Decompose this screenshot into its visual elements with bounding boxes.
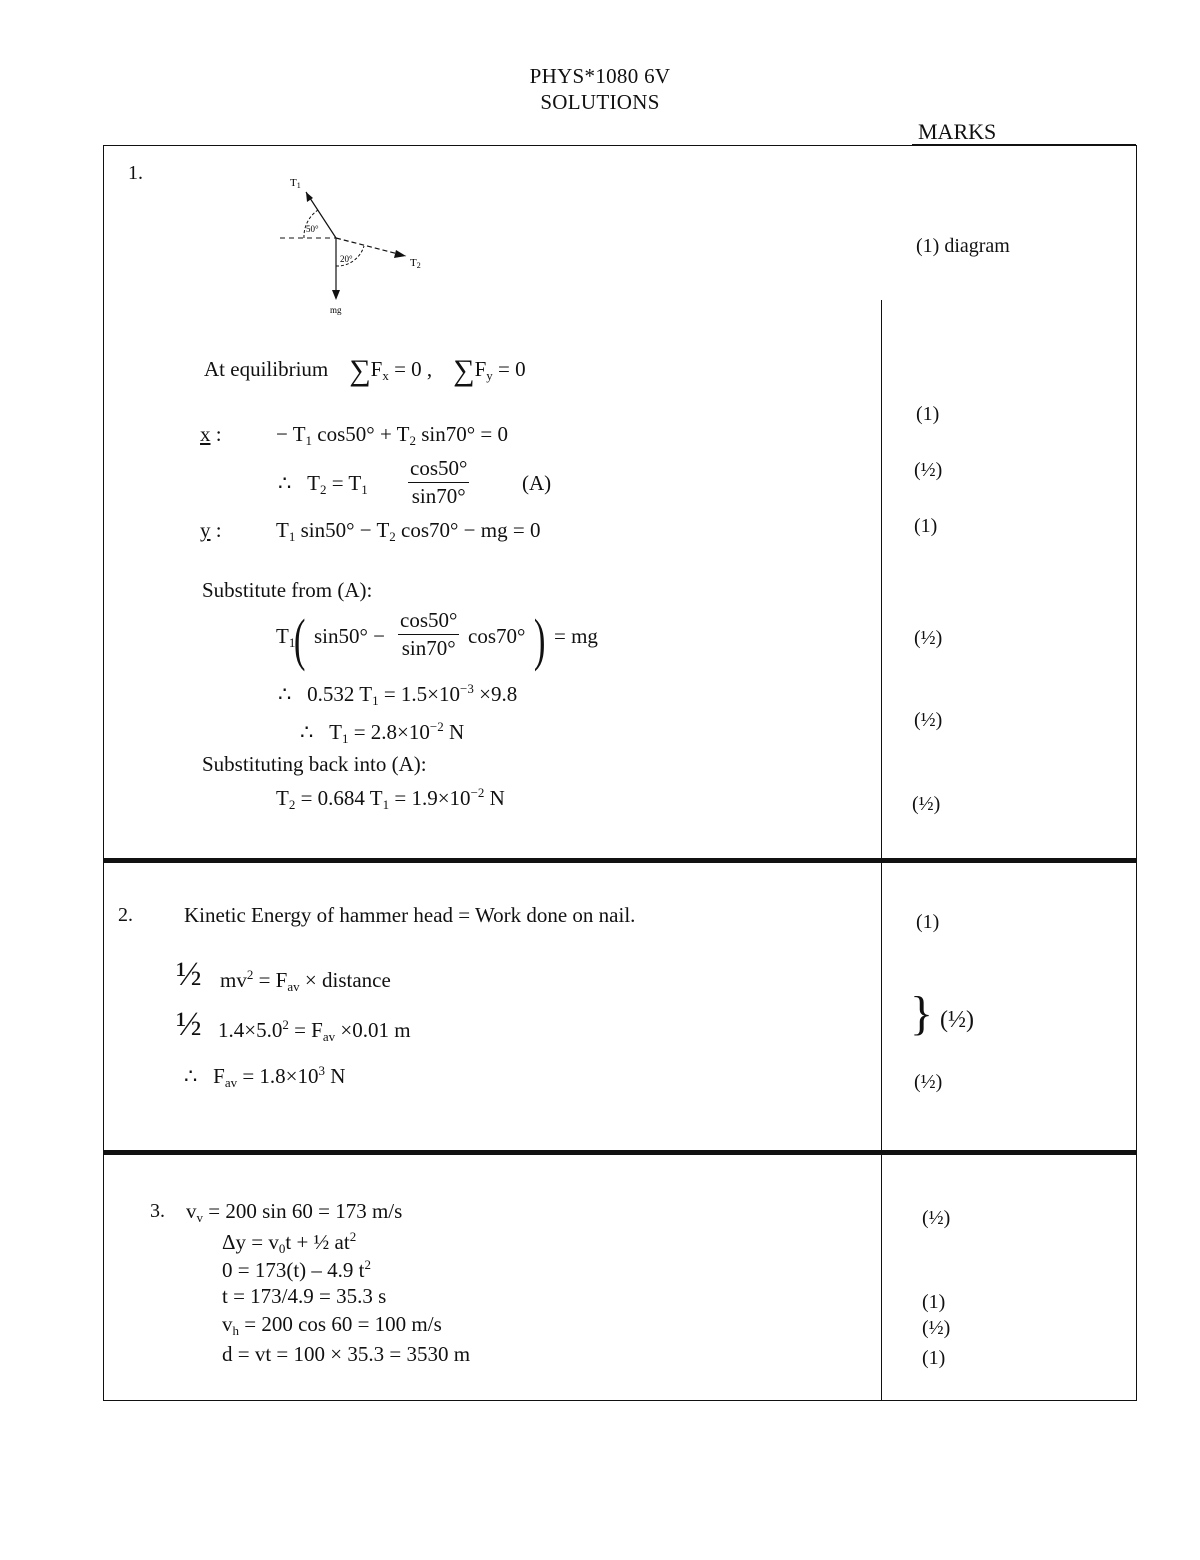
substitute-label: Substitute from (A): bbox=[202, 578, 373, 602]
marks-column-divider bbox=[881, 300, 882, 1400]
calc-line-2: ∴ $T_1 = 2.8\times 10^{-2}$ N bbox=[300, 719, 465, 746]
substituted-sin-term: sin50° − bbox=[314, 624, 385, 648]
mark-q2-line3: (½) bbox=[914, 1071, 943, 1093]
q3-line-1: $v_v = 200$ sin 60 = 173 m/s bbox=[186, 1199, 403, 1225]
y-component-label: y : bbox=[200, 518, 222, 542]
mark-q3-l1: (½) bbox=[922, 1207, 951, 1229]
left-paren: ( bbox=[293, 607, 306, 672]
substituted-rhs: = mg bbox=[554, 624, 598, 648]
table-bottom-border bbox=[103, 1400, 1137, 1401]
q3-line-5: $v_h = 200$ cos 60 = 100 m/s bbox=[222, 1312, 442, 1338]
q2-statement: Kinetic Energy of hammer head = Work done on nail. bbox=[184, 903, 636, 927]
mark-q1-x: (1) bbox=[916, 403, 940, 425]
q3-line-6: d = vt = 100 × 35.3 = 3530 m bbox=[222, 1342, 471, 1366]
t2-expression: ∴ $T_2 = T_1$ bbox=[278, 471, 368, 497]
half-fraction: ½ bbox=[176, 1006, 202, 1043]
question-1-number: 1. bbox=[128, 162, 143, 184]
marks-column-header: MARKS bbox=[918, 119, 997, 144]
question-3-number: 3. bbox=[150, 1200, 165, 1222]
equilibrium-condition: At equilibrium $\sum F_x = 0$ , $\sum F_y = 0$ bbox=[204, 354, 526, 387]
row-separator-2 bbox=[103, 1150, 1137, 1155]
diagram-angle-2: 20° bbox=[340, 254, 353, 264]
calc-line-1: ∴ 0.532 $T_1 = 1.5\times 10^{-3} \times 9.8$ bbox=[278, 681, 518, 708]
substituted-fraction: $\frac{\cos 50^\circ}{\sin 70^\circ}$ bbox=[400, 608, 458, 660]
mark-q2-brace: (½) bbox=[940, 1007, 974, 1033]
q2-line-2: $1.4\times 5.0^2 = F_{av} \times 0.01$ m bbox=[218, 1017, 411, 1044]
course-code: PHYS*1080 6V bbox=[529, 64, 671, 88]
right-paren: ) bbox=[533, 607, 546, 672]
q2-line-3: ∴ $F_{av} = 1.8\times 10^3$ N bbox=[184, 1063, 346, 1090]
diagram-label-mg: mg bbox=[330, 305, 342, 315]
sigma-symbol: ∑ bbox=[349, 354, 371, 387]
mark-q1-back: (½) bbox=[912, 793, 941, 815]
row-separator-1 bbox=[103, 858, 1137, 863]
mark-q1-sub: (½) bbox=[914, 627, 943, 649]
t2-fraction: $\frac{\cos 50^\circ}{\sin 70^\circ}$ bbox=[410, 456, 468, 508]
y-component-equation: $T_1$ $\sin 50^\circ - T_2$ cos70° − mg = 0 bbox=[276, 518, 541, 544]
document-title: SOLUTIONS bbox=[540, 90, 660, 114]
substituted-cos-term: cos70° bbox=[468, 624, 526, 648]
q3-line-4: t = 173/4.9 = 35.3 s bbox=[222, 1284, 387, 1308]
q3-line-3: 0 = 173(t) – 4.9 $t^2$ bbox=[222, 1257, 371, 1282]
table-right-border bbox=[1136, 145, 1137, 1401]
sigma-symbol: ∑ bbox=[453, 354, 475, 387]
mark-q1-y: (1) bbox=[914, 515, 938, 537]
back-substitution-label: Substituting back into (A): bbox=[202, 752, 427, 776]
x-component-equation: − $T_1$ $\cos 50^\circ + T_2$ sin70° = 0 bbox=[276, 422, 508, 448]
half-fraction: ½ bbox=[176, 956, 202, 993]
diagram-label-t1: T1 bbox=[290, 177, 301, 190]
equation-tag-a: (A) bbox=[522, 471, 552, 495]
mark-q1-diagram: (1) diagram bbox=[916, 235, 1010, 257]
mark-q3-l5: (½) bbox=[922, 1317, 951, 1339]
x-component-label: x : bbox=[200, 422, 222, 446]
mark-q1-calc2: (½) bbox=[914, 709, 943, 731]
mark-q2-statement: (1) bbox=[916, 911, 940, 933]
q2-line-1: $mv^2 = F_{av}$ × distance bbox=[220, 967, 391, 994]
diagram-angle-1: 50° bbox=[306, 224, 319, 234]
q3-line-2: $\Delta y = v_0t$ + ½ $at^2$ bbox=[222, 1229, 357, 1256]
right-brace: } bbox=[910, 987, 934, 1040]
back-substitution-equation: $T_2 = 0.684$ $T_1 = 1.9\times 10^{-2}$ N bbox=[276, 785, 505, 812]
question-2-number: 2. bbox=[118, 904, 133, 926]
free-body-diagram bbox=[260, 170, 520, 320]
table-left-border bbox=[103, 145, 104, 1401]
mark-q1-t2: (½) bbox=[914, 459, 943, 481]
substituted-equation: $T_1$ bbox=[276, 624, 296, 650]
mark-q3-l4: (1) bbox=[922, 1291, 946, 1313]
diagram-label-t2: T2 bbox=[410, 257, 421, 270]
table-top-border bbox=[103, 145, 1137, 146]
mark-q3-l6: (1) bbox=[922, 1347, 946, 1369]
